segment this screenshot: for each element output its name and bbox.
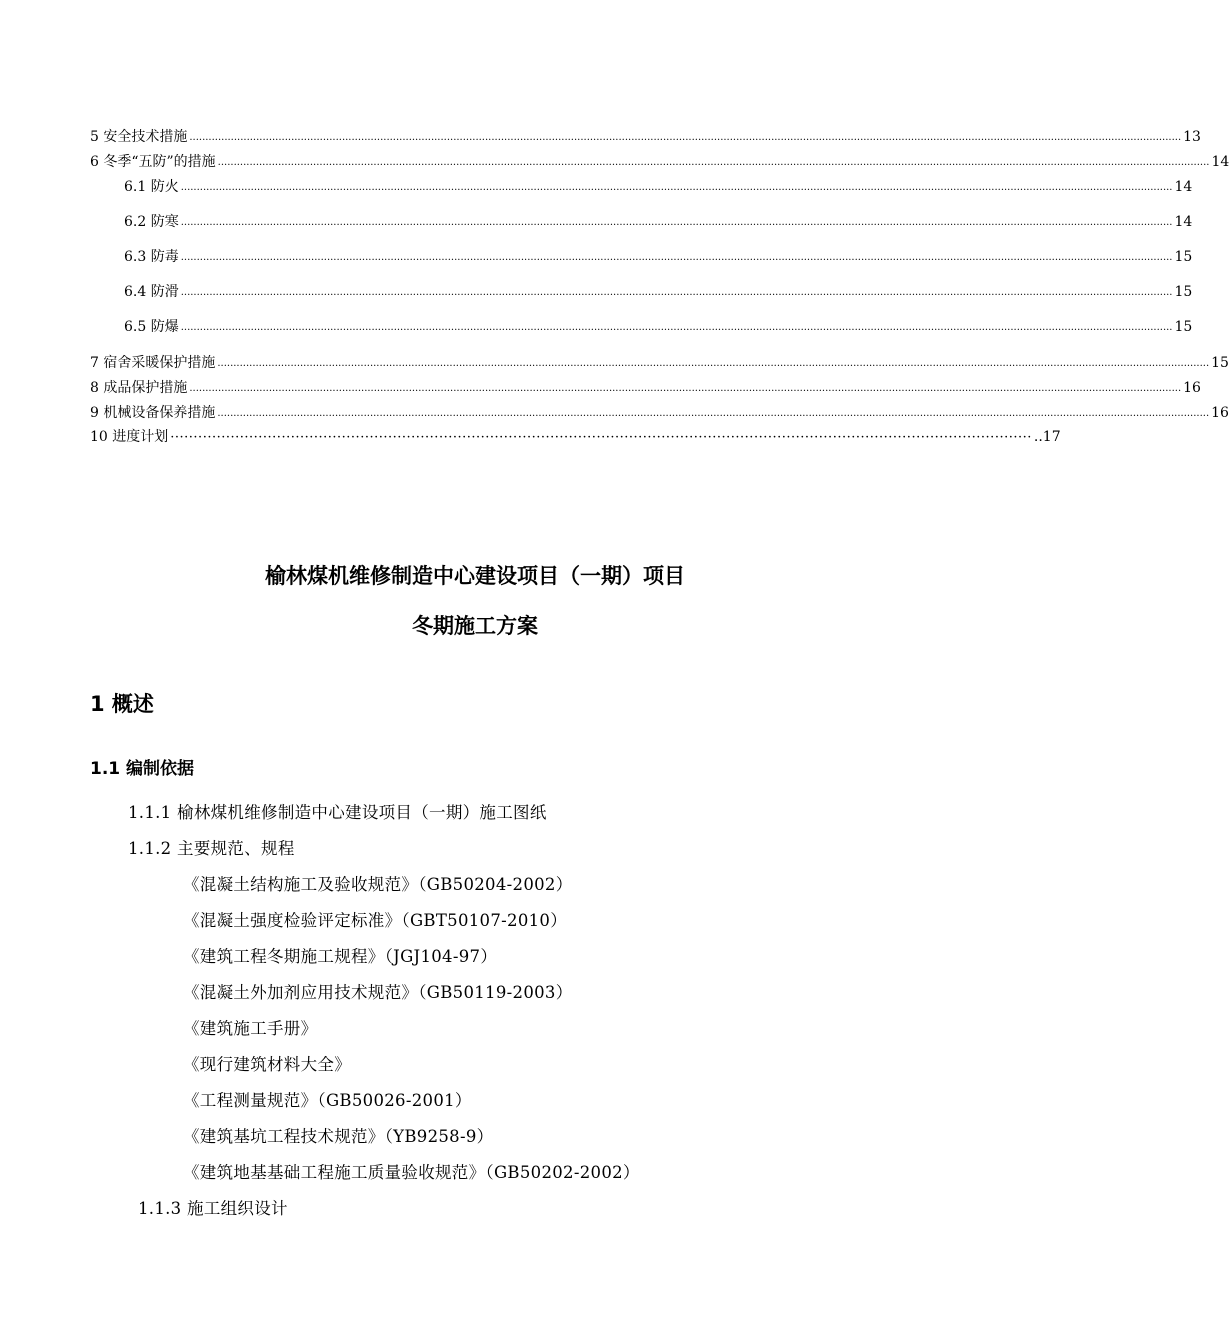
toc-entry[interactable] xyxy=(90,127,1201,147)
toc-entry[interactable] xyxy=(90,378,1201,398)
toc-leader-dots: ........................................................................................................................................................................................................................................................................................................................ xyxy=(180,252,1173,263)
toc-leader-dots: ........................................................................................................................................................................................................................................................................................................................ xyxy=(217,408,1210,419)
toc-leader-dots: ........................................................................................................................................................................................................................................................................................................................ xyxy=(180,217,1173,228)
basis-item-standards: 1.1.2 主要规范、规程 xyxy=(128,839,295,858)
standard-item: 《建筑地基基础工程施工质量验收规范》（GB50202-2002） xyxy=(183,1163,640,1182)
toc-entry-page: 16 xyxy=(1183,380,1201,396)
toc-entry-label: 10 进度计划 xyxy=(90,429,169,445)
toc-entry-page: 14 xyxy=(1174,179,1193,195)
basis-item-organization-design: 1.1.3 施工组织设计 xyxy=(138,1199,288,1218)
toc-entry-label: 6 冬季“五防”的措施 xyxy=(90,154,216,170)
toc-entry-page: 14 xyxy=(1174,214,1193,230)
toc-leader-dots: ........................................................................................................................................................................................................................................................................................................................ xyxy=(180,287,1173,298)
toc-leader-dots: ........................................................................................................................................................................................................................................................................................................................ xyxy=(180,182,1173,193)
toc-leader-dots: ........................................................................................................................................................................................................................................................................................................................ xyxy=(217,358,1210,369)
toc-entry-label: 5 安全技术措施 xyxy=(90,129,188,145)
toc-entry-label: 6.2 防寒 xyxy=(124,214,179,230)
toc-entry[interactable] xyxy=(90,353,1229,373)
toc-entry-page: 13 xyxy=(1183,129,1201,145)
standard-item: 《建筑施工手册》 xyxy=(183,1019,318,1038)
toc-entry[interactable] xyxy=(90,152,1229,172)
section-heading: 1 概述 xyxy=(90,692,154,716)
toc-entry-label: 6.1 防火 xyxy=(124,179,179,195)
toc-entry-page: 15 xyxy=(1174,319,1193,335)
standard-item: 《混凝土强度检验评定标准》（GBT50107-2010） xyxy=(183,911,568,930)
standard-item: 《混凝土外加剂应用技术规范》（GB50119-2003） xyxy=(183,983,573,1002)
toc-entry[interactable] xyxy=(124,247,1193,267)
toc-entry-label: 8 成品保护措施 xyxy=(90,380,188,396)
toc-leader-dots: ........................................................................................................................................................................................................................................................................................................................ xyxy=(217,157,1210,168)
toc-entry-page: 15 xyxy=(1174,249,1193,265)
toc-entry-page: 14 xyxy=(1211,154,1229,170)
document-title-line1: 榆林煤机维修制造中心建设项目（一期）项目 xyxy=(265,564,685,588)
standard-item: 《现行建筑材料大全》 xyxy=(183,1055,351,1074)
toc-entry-label: 7 宿舍采暖保护措施 xyxy=(90,355,216,371)
toc-entry[interactable] xyxy=(124,317,1193,337)
toc-entry[interactable] xyxy=(124,212,1193,232)
toc-entry-label: 6.4 防滑 xyxy=(124,284,179,300)
toc-leader-dots: ........................................................................................................................................................................................................................................................................................................................ xyxy=(189,383,1182,394)
standard-item: 《工程测量规范》（GB50026-2001） xyxy=(183,1091,472,1110)
toc-entry-page: 16 xyxy=(1211,405,1229,421)
document-title-line2: 冬期施工方案 xyxy=(412,614,538,638)
standard-item: 《混凝土结构施工及验收规范》（GB50204-2002） xyxy=(183,875,573,894)
toc-entry[interactable] xyxy=(124,282,1193,302)
subsection-heading: 1.1 编制依据 xyxy=(90,759,195,779)
standard-item: 《建筑基坑工程技术规范》（YB9258-9） xyxy=(183,1127,494,1146)
toc-entry-page: 15 xyxy=(1174,284,1193,300)
toc-leader-dots: ·························································································································································································· xyxy=(170,430,1032,445)
basis-item-drawings: 1.1.1 榆林煤机维修制造中心建设项目（一期）施工图纸 xyxy=(128,803,547,822)
standard-item: 《建筑工程冬期施工规程》（JGJ104-97） xyxy=(183,947,498,966)
toc-entry[interactable] xyxy=(90,403,1229,423)
toc-leader-dots: ........................................................................................................................................................................................................................................................................................................................ xyxy=(189,132,1182,143)
toc-entry-page: ..17 xyxy=(1033,429,1061,445)
toc-entry-label: 9 机械设备保养措施 xyxy=(90,405,216,421)
toc-entry-label: 6.5 防爆 xyxy=(124,319,179,335)
toc-entry[interactable] xyxy=(90,427,1061,447)
toc-leader-dots: ........................................................................................................................................................................................................................................................................................................................ xyxy=(180,322,1173,333)
toc-entry-page: 15 xyxy=(1211,355,1229,371)
toc-entry-label: 6.3 防毒 xyxy=(124,249,179,265)
toc-entry[interactable] xyxy=(124,177,1193,197)
